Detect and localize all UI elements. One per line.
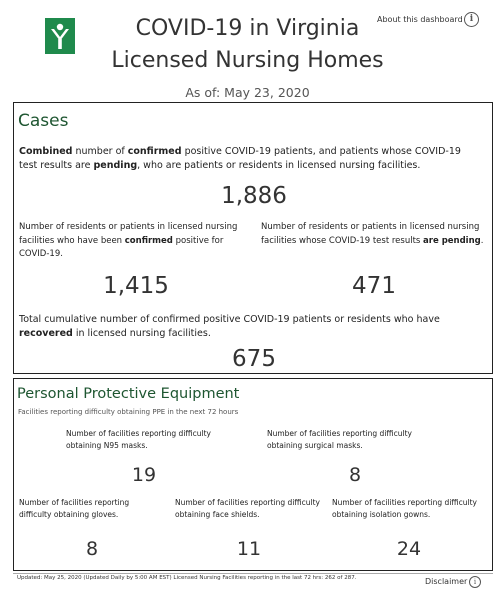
page-subtitle: Licensed Nursing Homes: [111, 48, 384, 73]
combined-description: Combined number of confirmed positive COVID-19 patients, and patients whose COVID-19 test results are pending, who are patients or residents in licensed nursing facilities.: [19, 146, 461, 171]
ppe-panel: [13, 378, 493, 571]
page-title: COVID-19 in Virginia: [135, 16, 360, 41]
surgical-value: 8: [348, 464, 362, 486]
cases-title: Cases: [18, 111, 69, 131]
confirmed-value: 1,415: [103, 273, 169, 299]
confirmed-description: Number of residents or patients in licensed nursing facilities who have been confirmed positive for COVID-19.: [19, 222, 238, 259]
face-shields-value: 11: [236, 538, 262, 560]
disclaimer-info-icon[interactable]: i: [469, 576, 481, 588]
update-note: Updated: May 25, 2020 (Updated Daily by 5:00 AM EST) Licensed Nursing Facilities reporting in the last 72 hrs: 262 of 287.: [17, 575, 357, 581]
gloves-value: 8: [85, 538, 99, 560]
surgical-label: Number of facilities reporting difficulty obtaining surgical masks.: [267, 429, 412, 450]
face-shields-label: Number of facilities reporting difficulty obtaining face shields.: [175, 498, 320, 519]
pending-description: Number of residents or patients in licensed nursing facilities whose COVID-19 test results are pending.: [261, 222, 484, 246]
ppe-title: Personal Protective Equipment: [17, 386, 240, 402]
recovered-value: 675: [232, 346, 276, 372]
info-icon[interactable]: i: [464, 12, 479, 27]
gloves-label: Number of facilities reporting difficulty obtaining gloves.: [19, 498, 130, 519]
gowns-value: 24: [396, 538, 422, 560]
ppe-subtitle: Facilities reporting difficulty obtaining PPE in the next 72 hours: [18, 408, 239, 416]
cases-panel: [13, 102, 493, 374]
recovered-description: Total cumulative number of confirmed positive COVID-19 patients or residents who have recovered in licensed nursing facilities.: [19, 314, 440, 339]
disclaimer-link[interactable]: Disclaimer: [425, 577, 468, 586]
pending-value: 471: [352, 273, 396, 299]
gowns-label: Number of facilities reporting difficulty obtaining isolation gowns.: [332, 498, 477, 519]
n95-value: 19: [131, 464, 157, 486]
about-dashboard-link[interactable]: About this dashboard: [377, 15, 463, 24]
as-of-date: As of: May 23, 2020: [185, 85, 310, 100]
combined-value: 1,886: [221, 183, 287, 209]
n95-label: Number of facilities reporting difficulty obtaining N95 masks.: [66, 429, 211, 450]
